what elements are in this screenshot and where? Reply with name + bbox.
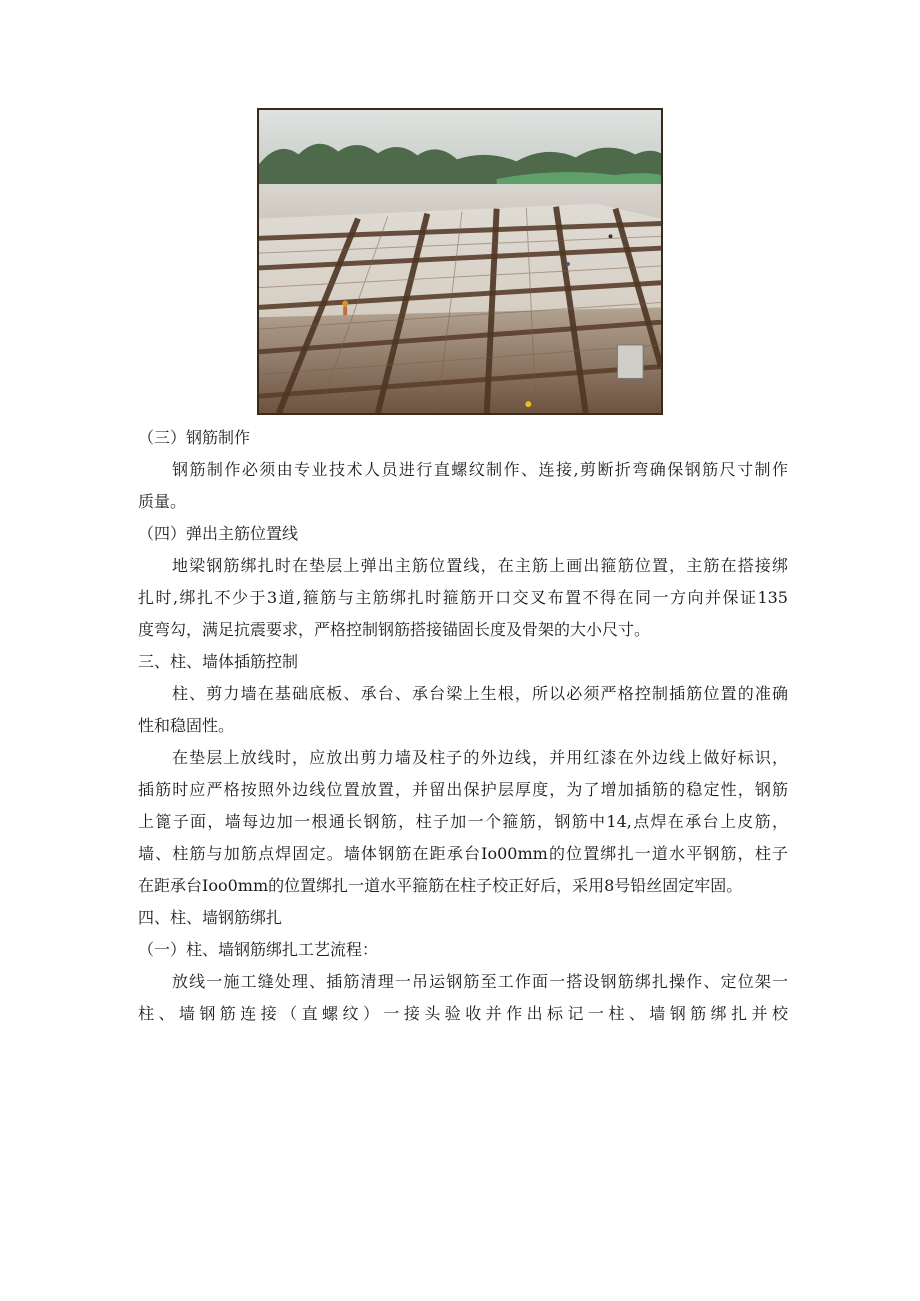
chapter-heading: 四、柱、墙钢筋绑扎 (138, 908, 283, 927)
paragraph-line: 柱、剪力墙在基础底板、承台、承台梁上生根，所以必须严格控制插筋位置的准确 (172, 684, 788, 703)
paragraph-line: 放线一施工缝处理、插筋清理一吊运钢筋至工作面一搭设钢筋绑扎操作、定位架一 (172, 972, 788, 991)
chapter-heading: 三、柱、墙体插筋控制 (138, 652, 299, 671)
paragraph-line: 钢筋制作必须由专业技术人员进行直螺纹制作、连接,剪断折弯确保钢筋尺寸制作 (172, 460, 788, 479)
section-heading: （四）弹出主筋位置线 (138, 524, 299, 543)
document-body (138, 422, 788, 1030)
rebar-site-image (259, 110, 661, 413)
paragraph-line: 扎时,绑扎不少于3道,箍筋与主筋绑扎时箍筋开口交叉布置不得在同一方向并保证135 (138, 588, 788, 607)
paragraph-line: 质量。 (138, 492, 187, 511)
paragraph-line: 插筋时应严格按照外边线位置放置，并留出保护层厚度，为了增加插筋的稳定性，钢筋 (138, 780, 788, 799)
section-heading: （三）钢筋制作 (138, 428, 251, 447)
section-heading: （一）柱、墙钢筋绑扎工艺流程： (138, 940, 379, 959)
paragraph-line: 上篦子面，墙每边加一根通长钢筋，柱子加一个箍筋，钢筋中14,点焊在承台上皮筋， (138, 812, 788, 831)
paragraph-line: 地梁钢筋绑扎时在垫层上弹出主筋位置线，在主筋上画出箍筋位置，主筋在搭接绑 (172, 556, 788, 575)
paragraph-line: 在垫层上放线时，应放出剪力墙及柱子的外边线，并用红漆在外边线上做好标识， (172, 748, 788, 767)
paragraph-line: 墙、柱筋与加筋点焊固定。墙体钢筋在距承台Io00mm的位置绑扎一道水平钢筋，柱子 (138, 844, 788, 863)
paragraph-line: 在距承台Ioo0mm的位置绑扎一道水平箍筋在柱子校正好后，采用8号铅丝固定牢固。 (138, 876, 743, 895)
construction-photo (257, 108, 663, 415)
paragraph-line: 性和稳固性。 (138, 716, 235, 735)
paragraph-line: 柱、墙钢筋连接（直螺纹）一接头验收并作出标记一柱、墙钢筋绑扎并校 (138, 1004, 788, 1023)
paragraph-line: 度弯勾，满足抗震要求，严格控制钢筋搭接锚固长度及骨架的大小尺寸。 (138, 620, 651, 639)
